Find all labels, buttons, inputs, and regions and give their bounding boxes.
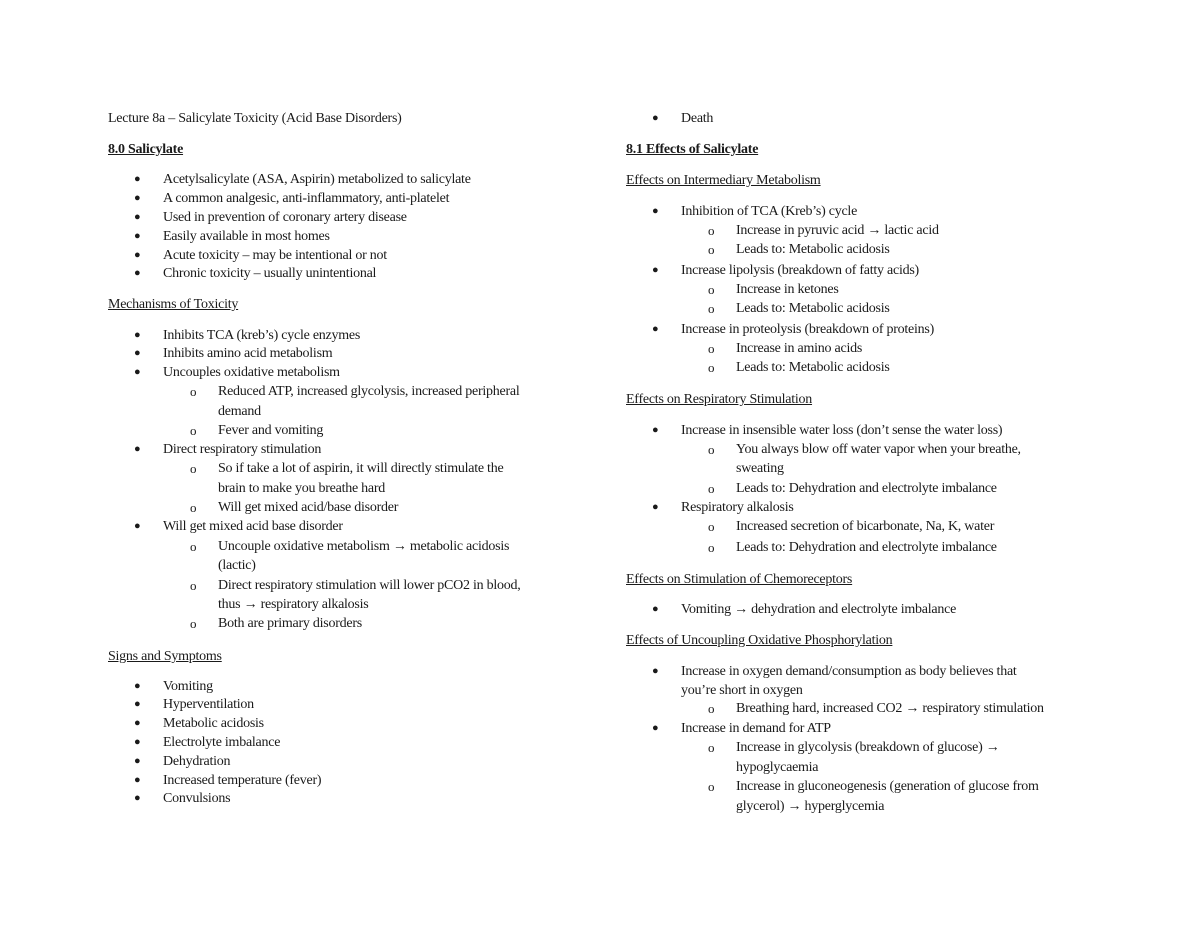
mechanisms-heading: Mechanisms of Toxicity [108, 297, 239, 312]
bullet-marker: ● [134, 249, 141, 261]
sub-list-item: Uncouple oxidative metabolism → metabolic acidosis [218, 539, 510, 554]
bullet-marker: ● [134, 347, 141, 359]
sub-list-item: You always blow off water vapor when your breathe, [736, 442, 1021, 457]
sub-list-item: Leads to: Metabolic acidosis [736, 301, 890, 316]
sub-list-item-continued: glycerol) → hyperglycemia [736, 799, 885, 814]
list-item: Increase in oxygen demand/consumption as body believes that [681, 664, 1017, 679]
list-item: Increase in insensible water loss (don’t sense the water loss) [681, 423, 1003, 438]
sub-list-item-continued: brain to make you breathe hard [218, 481, 386, 496]
list-item: Increase lipolysis (breakdown of fatty acids) [681, 263, 919, 278]
bullet-marker: ● [134, 173, 141, 185]
sub-bullet-marker: o [190, 384, 197, 399]
sub-list-item-continued: demand [218, 404, 261, 419]
bullet-marker: ● [652, 323, 659, 335]
chemoreceptors-heading: Effects on Stimulation of Chemoreceptors [626, 572, 853, 587]
bullet-marker: ● [134, 736, 141, 748]
sub-bullet-marker: o [708, 301, 715, 316]
bullet-marker: ● [134, 717, 141, 729]
sub-bullet-marker: o [708, 242, 715, 257]
sub-list-item: Will get mixed acid/base disorder [218, 500, 399, 515]
bullet-marker: ● [134, 443, 141, 455]
sub-list-item: Increased secretion of bicarbonate, Na, K, water [736, 519, 995, 534]
sub-bullet-marker: o [708, 442, 715, 457]
bullet-marker: ● [652, 722, 659, 734]
sub-bullet-marker: o [708, 481, 715, 496]
bullet-marker: ● [134, 329, 141, 341]
bullet-marker: ● [652, 603, 659, 615]
sub-list-item: Direct respiratory stimulation will lower pCO2 in blood, [218, 578, 521, 593]
list-item: Vomiting → dehydration and electrolyte imbalance [681, 602, 957, 617]
bullet-marker: ● [134, 755, 141, 767]
section-heading-8-1: 8.1 Effects of Salicylate [626, 142, 759, 157]
sub-bullet-marker: o [708, 223, 715, 238]
bullet-marker: ● [134, 520, 141, 532]
bullet-marker: ● [134, 774, 141, 786]
list-item: Uncouples oxidative metabolism [163, 365, 340, 380]
document-title: Lecture 8a – Salicylate Toxicity (Acid Base Disorders) [108, 111, 402, 126]
sub-list-item: Both are primary disorders [218, 616, 362, 631]
sub-list-item: Fever and vomiting [218, 423, 324, 438]
list-item: Acetylsalicylate (ASA, Aspirin) metabolized to salicylate [163, 172, 471, 187]
list-item: Direct respiratory stimulation [163, 442, 322, 457]
list-item: Increased temperature (fever) [163, 773, 322, 788]
list-item: Inhibits TCA (kreb’s) cycle enzymes [163, 328, 361, 343]
sub-list-item-continued: hypoglycaemia [736, 760, 819, 775]
sub-list-item: Increase in pyruvic acid → lactic acid [736, 223, 939, 238]
bullet-marker: ● [134, 230, 141, 242]
list-item: Inhibition of TCA (Kreb’s) cycle [681, 204, 858, 219]
sub-bullet-marker: o [190, 500, 197, 515]
bullet-marker: ● [652, 205, 659, 217]
bullet-marker: ● [652, 501, 659, 513]
list-item: Dehydration [163, 754, 231, 769]
sub-bullet-marker: o [708, 341, 715, 356]
sub-bullet-marker: o [708, 701, 715, 716]
bullet-marker: ● [134, 366, 141, 378]
sub-list-item-continued: (lactic) [218, 558, 256, 573]
sub-bullet-marker: o [708, 740, 715, 755]
sub-list-item-continued: thus → respiratory alkalosis [218, 597, 369, 612]
list-item: Respiratory alkalosis [681, 500, 794, 515]
list-item: A common analgesic, anti-inflammatory, anti-platelet [163, 191, 450, 206]
sub-bullet-marker: o [708, 779, 715, 794]
bullet-marker: ● [134, 792, 141, 804]
sub-list-item: Leads to: Dehydration and electrolyte imbalance [736, 481, 997, 496]
bullet-marker: ● [134, 211, 141, 223]
sub-bullet-marker: o [190, 578, 197, 593]
list-item-continued: you’re short in oxygen [681, 683, 803, 698]
intermediary-heading: Effects on Intermediary Metabolism [626, 173, 821, 188]
list-item: Easily available in most homes [163, 229, 330, 244]
list-item: Used in prevention of coronary artery disease [163, 210, 407, 225]
sub-list-item: Increase in ketones [736, 282, 839, 297]
list-item: Acute toxicity – may be intentional or not [163, 248, 387, 263]
sub-bullet-marker: o [190, 461, 197, 476]
signs-heading: Signs and Symptoms [108, 649, 222, 664]
bullet-marker: ● [134, 267, 141, 279]
list-item: Increase in proteolysis (breakdown of proteins) [681, 322, 934, 337]
sub-list-item: Leads to: Metabolic acidosis [736, 242, 890, 257]
bullet-marker: ● [134, 192, 141, 204]
uncoupling-heading: Effects of Uncoupling Oxidative Phosphorylation [626, 633, 893, 648]
sub-bullet-marker: o [708, 519, 715, 534]
bullet-marker: ● [134, 680, 141, 692]
section-heading-8-0: 8.0 Salicylate [108, 142, 184, 157]
sub-list-item: Leads to: Metabolic acidosis [736, 360, 890, 375]
bullet-marker: ● [652, 665, 659, 677]
list-item: Hyperventilation [163, 697, 254, 712]
sub-list-item: Increase in gluconeogenesis (generation of glucose from [736, 779, 1039, 794]
sub-bullet-marker: o [708, 360, 715, 375]
list-item: Increase in demand for ATP [681, 721, 831, 736]
list-item: Vomiting [163, 679, 213, 694]
bullet-marker: ● [134, 698, 141, 710]
sub-list-item: Breathing hard, increased CO2 → respiratory stimulation [736, 701, 1044, 716]
sub-bullet-marker: o [190, 616, 197, 631]
sub-bullet-marker: o [190, 423, 197, 438]
sub-list-item: Increase in glycolysis (breakdown of glucose) → [736, 740, 1000, 755]
sub-bullet-marker: o [190, 539, 197, 554]
sub-list-item: Increase in amino acids [736, 341, 863, 356]
list-item: Convulsions [163, 791, 231, 806]
respiratory-heading: Effects on Respiratory Stimulation [626, 392, 813, 407]
sub-list-item: Reduced ATP, increased glycolysis, increased peripheral [218, 384, 520, 399]
sub-list-item-continued: sweating [736, 461, 784, 476]
bullet-marker: ● [652, 424, 659, 436]
bullet-marker: ● [652, 264, 659, 276]
list-item: Death [681, 111, 714, 126]
sub-bullet-marker: o [708, 540, 715, 555]
list-item: Metabolic acidosis [163, 716, 264, 731]
sub-list-item: Leads to: Dehydration and electrolyte imbalance [736, 540, 997, 555]
list-item: Will get mixed acid base disorder [163, 519, 343, 534]
list-item: Inhibits amino acid metabolism [163, 346, 333, 361]
bullet-marker: ● [652, 112, 659, 124]
sub-bullet-marker: o [708, 282, 715, 297]
sub-list-item: So if take a lot of aspirin, it will directly stimulate the [218, 461, 504, 476]
list-item: Electrolyte imbalance [163, 735, 281, 750]
list-item: Chronic toxicity – usually unintentional [163, 266, 377, 281]
